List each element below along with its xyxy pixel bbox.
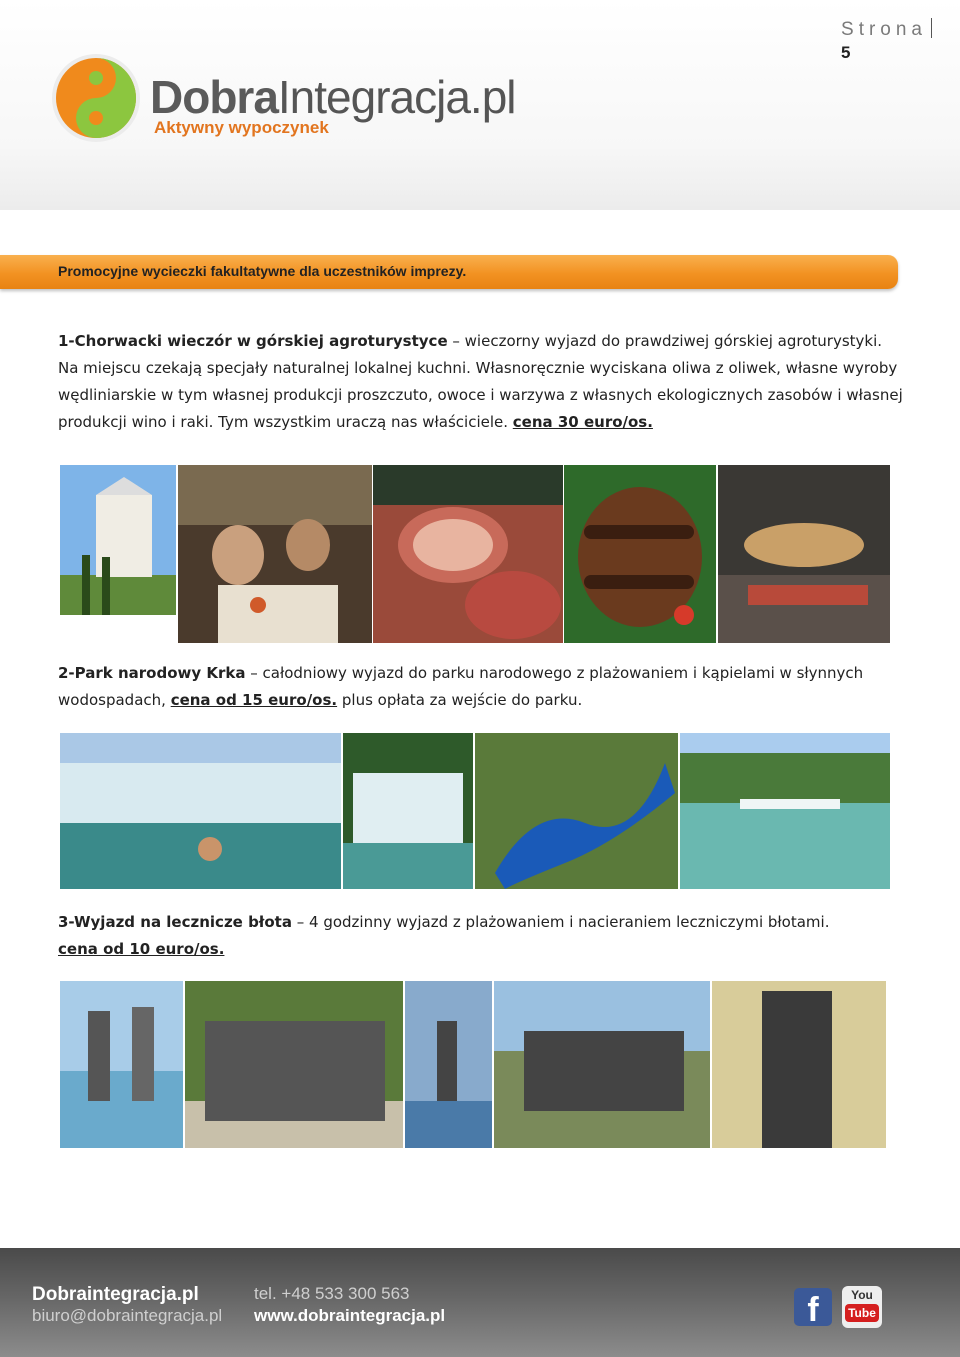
excursion-2-extra: plus opłata za wejście do parku. xyxy=(337,691,583,709)
mud-jumping-woman-photo xyxy=(405,981,492,1148)
excursion-2-title: 2-Park narodowy Krka xyxy=(58,664,246,682)
promo-banner xyxy=(0,255,898,289)
excursion-2-price: cena od 15 euro/os. xyxy=(170,691,338,709)
excursion-1-description: – wieczorny wyjazd do prawdziwej górskiej agroturystyki. Na miejscu czekają specjały naturalnej lokalnej kuchni. Własnoręcznie wyciskana oliwa z oliwek, własne wyroby wędliniarskie w tym własnej produkcji proszczuto, owoce i warzywa z własnych ekologicznych zasobów i własnej produkcji wino i raki. Tym wszystkim uraczą nas właściciele. xyxy=(58,332,903,431)
page-label: Strona xyxy=(841,19,927,40)
grilled-meat-photo xyxy=(564,465,716,643)
excursion-2-text xyxy=(58,660,903,714)
krka-waterfall-swimmer-photo xyxy=(60,733,341,889)
logo-tagline: Aktywny wypoczynek xyxy=(154,118,329,137)
krka-bathers-photo xyxy=(680,733,890,889)
footer xyxy=(0,1248,960,1357)
mud-woman-closeup-photo xyxy=(712,981,886,1148)
footer-email[interactable]: biuro@dobraintegracja.pl xyxy=(32,1306,223,1325)
krka-waterfalls-photo xyxy=(343,733,473,889)
krka-aerial-photo xyxy=(475,733,678,889)
yin-yang-logo-icon xyxy=(50,52,142,144)
logo-title: DobraIntegracja.pl xyxy=(150,71,516,123)
footer-website[interactable]: www.dobraintegracja.pl xyxy=(254,1306,446,1325)
church-and-wine-photo xyxy=(60,465,176,643)
footer-brand: Dobraintegracja.pl xyxy=(32,1284,199,1305)
prosciutto-photo xyxy=(373,465,563,643)
roast-lamb-photo xyxy=(718,465,890,643)
facebook-icon[interactable]: f xyxy=(794,1288,832,1326)
page-number xyxy=(841,18,932,63)
excursion-1-title: 1-Chorwacki wieczór w górskiej agroturystyce xyxy=(58,332,448,350)
excursion-2-description: – całodniowy wyjazd do parku narodowego z plażowaniem i kąpielami w słynnych wodospadach, xyxy=(58,664,864,709)
excursion-3-title: 3-Wyjazd na lecznicze błota xyxy=(58,913,292,931)
page-number-value: 5 xyxy=(841,43,851,62)
banner-text: Promocyjne wycieczki fakultatywne dla uczestników imprezy. xyxy=(58,263,467,279)
excursion-3-text xyxy=(58,909,903,963)
mud-group-field-photo xyxy=(494,981,710,1148)
excursion-1-text xyxy=(58,328,903,436)
excursion-3-description: – 4 godzinny wyjazd z plażowaniem i nacieraniem leczniczymi błotami. xyxy=(291,913,830,931)
mud-group-photo xyxy=(185,981,403,1148)
excursion-3-price: cena od 10 euro/os. xyxy=(58,940,225,958)
excursion-1-price: cena 30 euro/os. xyxy=(512,413,653,431)
company-logo[interactable] xyxy=(50,52,530,152)
footer-phone: tel. +48 533 300 563 xyxy=(254,1284,410,1303)
mud-two-men-photo xyxy=(60,981,183,1148)
dinner-group-photo xyxy=(178,465,372,643)
page-divider xyxy=(931,18,932,38)
youtube-icon[interactable]: You Tube xyxy=(842,1286,882,1328)
